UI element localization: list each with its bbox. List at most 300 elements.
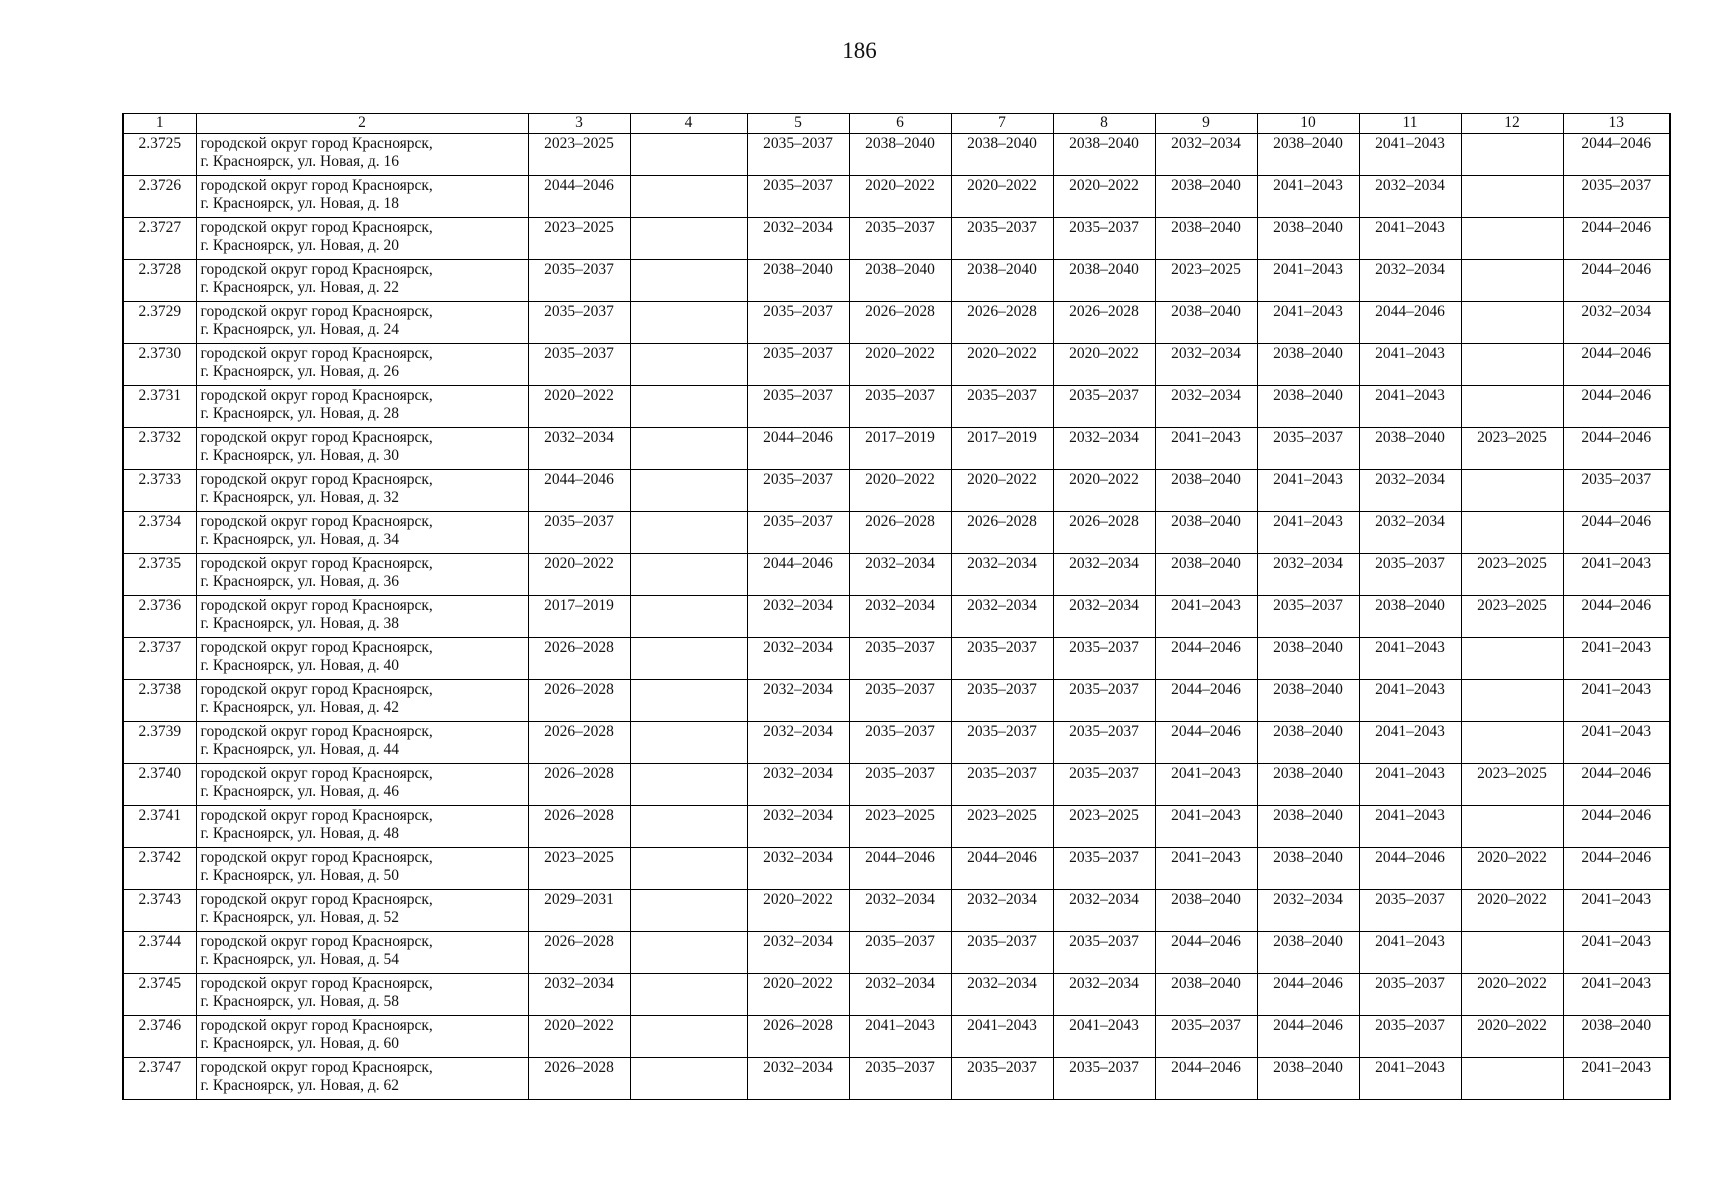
period-cell-col-11: 2032–2034: [1359, 260, 1461, 302]
period-cell-col-8: 2035–2037: [1053, 764, 1155, 806]
address-line-2: г. Красноярск, ул. Новая, д. 30: [200, 447, 400, 464]
period-cell-col-8: 2035–2037: [1053, 218, 1155, 260]
period-cell-col-6: 2032–2034: [849, 974, 951, 1016]
period-cell-col-10: 2041–2043: [1257, 176, 1359, 218]
period-cell-col-5: 2035–2037: [747, 512, 849, 554]
period-cell-col-4: [630, 554, 747, 596]
period-cell-col-6: 2035–2037: [849, 722, 951, 764]
period-cell-col-6: 2035–2037: [849, 764, 951, 806]
period-cell-col-6: 2035–2037: [849, 218, 951, 260]
period-cell-col-4: [630, 470, 747, 512]
period-cell-col-10: 2038–2040: [1257, 806, 1359, 848]
period-cell-col-10: 2038–2040: [1257, 134, 1359, 176]
table-row: [123, 1016, 1670, 1058]
address-line-2: г. Красноярск, ул. Новая, д. 44: [200, 741, 400, 758]
period-cell-col-11: 2035–2037: [1359, 974, 1461, 1016]
period-cell-col-3: 2020–2022: [528, 1016, 630, 1058]
period-cell-col-11: 2038–2040: [1359, 596, 1461, 638]
table-row: [123, 176, 1670, 218]
row-number-cell: 2.3742: [123, 848, 196, 890]
address-line-2: г. Красноярск, ул. Новая, д. 42: [200, 699, 400, 716]
period-cell-col-4: [630, 764, 747, 806]
period-cell-col-9: 2032–2034: [1155, 386, 1257, 428]
period-cell-col-5: 2020–2022: [747, 890, 849, 932]
table-row: [123, 344, 1670, 386]
row-number-cell: 2.3736: [123, 596, 196, 638]
period-cell-col-4: [630, 1016, 747, 1058]
period-cell-col-12: [1461, 932, 1563, 974]
period-cell-col-7: 2035–2037: [951, 722, 1053, 764]
period-cell-col-11: 2041–2043: [1359, 1058, 1461, 1100]
column-header-1: 1: [123, 114, 196, 134]
period-cell-col-7: 2020–2022: [951, 470, 1053, 512]
period-cell-col-10: 2035–2037: [1257, 428, 1359, 470]
row-number-cell: 2.3734: [123, 512, 196, 554]
period-cell-col-11: 2032–2034: [1359, 176, 1461, 218]
period-cell-col-5: 2020–2022: [747, 974, 849, 1016]
address-line-1: городской округ город Красноярск,: [200, 345, 433, 362]
address-line-1: городской округ город Красноярск,: [200, 387, 433, 404]
period-cell-col-4: [630, 848, 747, 890]
period-cell-col-5: 2044–2046: [747, 428, 849, 470]
period-cell-col-8: 2035–2037: [1053, 638, 1155, 680]
period-cell-col-11: 2041–2043: [1359, 218, 1461, 260]
period-cell-col-13: 2041–2043: [1563, 1058, 1670, 1100]
column-header-8: 8: [1053, 114, 1155, 134]
row-number-cell: 2.3729: [123, 302, 196, 344]
period-cell-col-5: 2032–2034: [747, 806, 849, 848]
period-cell-col-3: 2026–2028: [528, 680, 630, 722]
address-line-1: городской округ город Красноярск,: [200, 639, 433, 656]
column-header-3: 3: [528, 114, 630, 134]
period-cell-col-5: 2032–2034: [747, 218, 849, 260]
period-cell-col-10: 2041–2043: [1257, 302, 1359, 344]
address-line-1: городской округ город Красноярск,: [200, 765, 433, 782]
period-cell-col-6: 2020–2022: [849, 176, 951, 218]
period-cell-col-7: 2026–2028: [951, 512, 1053, 554]
period-cell-col-3: 2017–2019: [528, 596, 630, 638]
column-header-2: 2: [196, 114, 528, 134]
period-cell-col-11: 2044–2046: [1359, 848, 1461, 890]
period-cell-col-11: 2041–2043: [1359, 764, 1461, 806]
row-number-cell: 2.3745: [123, 974, 196, 1016]
period-cell-col-7: 2035–2037: [951, 638, 1053, 680]
period-cell-col-7: 2032–2034: [951, 890, 1053, 932]
row-number-cell: 2.3726: [123, 176, 196, 218]
period-cell-col-13: 2044–2046: [1563, 764, 1670, 806]
period-cell-col-4: [630, 344, 747, 386]
period-cell-col-6: 2038–2040: [849, 134, 951, 176]
table-row: [123, 596, 1670, 638]
period-cell-col-9: 2023–2025: [1155, 260, 1257, 302]
period-cell-col-10: 2035–2037: [1257, 596, 1359, 638]
period-cell-col-10: 2044–2046: [1257, 974, 1359, 1016]
address-cell: [196, 134, 528, 176]
address-line-2: г. Красноярск, ул. Новая, д. 22: [200, 279, 400, 296]
period-cell-col-9: 2041–2043: [1155, 764, 1257, 806]
period-cell-col-10: 2032–2034: [1257, 554, 1359, 596]
period-cell-col-6: 2038–2040: [849, 260, 951, 302]
table-row: [123, 218, 1670, 260]
address-cell: [196, 764, 528, 806]
table-row: [123, 722, 1670, 764]
period-cell-col-6: 2035–2037: [849, 932, 951, 974]
period-cell-col-8: 2026–2028: [1053, 512, 1155, 554]
period-cell-col-11: 2041–2043: [1359, 638, 1461, 680]
period-cell-col-4: [630, 806, 747, 848]
period-cell-col-13: 2041–2043: [1563, 680, 1670, 722]
period-cell-col-5: 2044–2046: [747, 554, 849, 596]
period-cell-col-8: 2020–2022: [1053, 344, 1155, 386]
period-cell-col-13: 2044–2046: [1563, 134, 1670, 176]
period-cell-col-10: 2038–2040: [1257, 1058, 1359, 1100]
period-cell-col-9: 2038–2040: [1155, 890, 1257, 932]
column-header-4: 4: [630, 114, 747, 134]
period-cell-col-9: 2038–2040: [1155, 176, 1257, 218]
address-line-2: г. Красноярск, ул. Новая, д. 40: [200, 657, 400, 674]
period-cell-col-11: 2032–2034: [1359, 512, 1461, 554]
address-line-1: городской округ город Красноярск,: [200, 849, 433, 866]
table-row: [123, 512, 1670, 554]
period-cell-col-3: 2023–2025: [528, 848, 630, 890]
address-line-1: городской округ город Красноярск,: [200, 975, 433, 992]
period-cell-col-12: [1461, 344, 1563, 386]
period-cell-col-12: 2023–2025: [1461, 596, 1563, 638]
period-cell-col-6: 2035–2037: [849, 638, 951, 680]
period-cell-col-6: 2023–2025: [849, 806, 951, 848]
period-cell-col-5: 2026–2028: [747, 1016, 849, 1058]
period-cell-col-13: 2035–2037: [1563, 470, 1670, 512]
period-cell-col-8: 2032–2034: [1053, 428, 1155, 470]
period-cell-col-13: 2041–2043: [1563, 722, 1670, 764]
period-cell-col-13: 2044–2046: [1563, 806, 1670, 848]
column-header-10: 10: [1257, 114, 1359, 134]
period-cell-col-11: 2044–2046: [1359, 302, 1461, 344]
period-cell-col-8: 2035–2037: [1053, 680, 1155, 722]
period-cell-col-9: 2038–2040: [1155, 512, 1257, 554]
table-row: [123, 974, 1670, 1016]
row-number-cell: 2.3730: [123, 344, 196, 386]
period-cell-col-5: 2032–2034: [747, 722, 849, 764]
period-cell-col-3: 2020–2022: [528, 386, 630, 428]
address-line-2: г. Красноярск, ул. Новая, д. 28: [200, 405, 400, 422]
period-cell-col-8: 2035–2037: [1053, 932, 1155, 974]
address-line-1: городской округ город Красноярск,: [200, 429, 433, 446]
period-cell-col-9: 2044–2046: [1155, 1058, 1257, 1100]
period-cell-col-8: 2020–2022: [1053, 176, 1155, 218]
column-header-12: 12: [1461, 114, 1563, 134]
row-number-cell: 2.3741: [123, 806, 196, 848]
address-line-1: городской округ город Красноярск,: [200, 933, 433, 950]
period-cell-col-4: [630, 890, 747, 932]
address-line-1: городской округ город Красноярск,: [200, 723, 433, 740]
period-cell-col-10: 2041–2043: [1257, 512, 1359, 554]
address-line-2: г. Красноярск, ул. Новая, д. 58: [200, 993, 400, 1010]
address-cell: [196, 638, 528, 680]
period-cell-col-3: 2026–2028: [528, 638, 630, 680]
address-cell: [196, 1058, 528, 1100]
period-cell-col-8: 2035–2037: [1053, 1058, 1155, 1100]
period-cell-col-3: 2035–2037: [528, 260, 630, 302]
period-cell-col-12: [1461, 512, 1563, 554]
period-cell-col-9: 2044–2046: [1155, 722, 1257, 764]
period-cell-col-8: 2038–2040: [1053, 134, 1155, 176]
period-cell-col-7: 2032–2034: [951, 596, 1053, 638]
row-number-cell: 2.3737: [123, 638, 196, 680]
period-cell-col-11: 2035–2037: [1359, 554, 1461, 596]
period-cell-col-12: [1461, 302, 1563, 344]
period-cell-col-6: 2026–2028: [849, 302, 951, 344]
period-cell-col-6: 2035–2037: [849, 386, 951, 428]
period-cell-col-9: 2032–2034: [1155, 344, 1257, 386]
address-line-2: г. Красноярск, ул. Новая, д. 26: [200, 363, 400, 380]
row-number-cell: 2.3738: [123, 680, 196, 722]
address-cell: [196, 554, 528, 596]
address-line-1: городской округ город Красноярск,: [200, 219, 433, 236]
period-cell-col-11: 2032–2034: [1359, 470, 1461, 512]
period-cell-col-7: 2044–2046: [951, 848, 1053, 890]
period-cell-col-6: 2035–2037: [849, 1058, 951, 1100]
address-cell: [196, 512, 528, 554]
period-cell-col-9: 2032–2034: [1155, 134, 1257, 176]
address-line-2: г. Красноярск, ул. Новая, д. 16: [200, 153, 400, 170]
period-cell-col-8: 2032–2034: [1053, 890, 1155, 932]
address-cell: [196, 218, 528, 260]
period-cell-col-7: 2020–2022: [951, 176, 1053, 218]
period-cell-col-4: [630, 680, 747, 722]
column-header-11: 11: [1359, 114, 1461, 134]
period-cell-col-7: 2035–2037: [951, 680, 1053, 722]
period-cell-col-3: 2035–2037: [528, 302, 630, 344]
period-cell-col-4: [630, 722, 747, 764]
period-cell-col-7: 2032–2034: [951, 974, 1053, 1016]
table-row: [123, 302, 1670, 344]
period-cell-col-5: 2032–2034: [747, 680, 849, 722]
period-cell-col-10: 2038–2040: [1257, 680, 1359, 722]
row-number-cell: 2.3744: [123, 932, 196, 974]
period-cell-col-9: 2035–2037: [1155, 1016, 1257, 1058]
period-cell-col-5: 2038–2040: [747, 260, 849, 302]
row-number-cell: 2.3733: [123, 470, 196, 512]
period-cell-col-11: 2041–2043: [1359, 680, 1461, 722]
period-cell-col-3: 2026–2028: [528, 1058, 630, 1100]
row-number-cell: 2.3728: [123, 260, 196, 302]
period-cell-col-6: 2041–2043: [849, 1016, 951, 1058]
address-line-2: г. Красноярск, ул. Новая, д. 20: [200, 237, 400, 254]
period-cell-col-12: [1461, 470, 1563, 512]
address-cell: [196, 428, 528, 470]
address-cell: [196, 680, 528, 722]
table-row: [123, 638, 1670, 680]
address-cell: [196, 302, 528, 344]
period-cell-col-7: 2035–2037: [951, 218, 1053, 260]
period-cell-col-5: 2032–2034: [747, 638, 849, 680]
period-cell-col-7: 2035–2037: [951, 1058, 1053, 1100]
period-cell-col-11: 2041–2043: [1359, 344, 1461, 386]
period-cell-col-12: [1461, 260, 1563, 302]
period-cell-col-10: 2038–2040: [1257, 722, 1359, 764]
period-cell-col-13: 2038–2040: [1563, 1016, 1670, 1058]
period-cell-col-10: 2038–2040: [1257, 638, 1359, 680]
address-line-1: городской округ город Красноярск,: [200, 261, 433, 278]
address-line-2: г. Красноярск, ул. Новая, д. 32: [200, 489, 400, 506]
address-line-1: городской округ город Красноярск,: [200, 471, 433, 488]
period-cell-col-13: 2041–2043: [1563, 932, 1670, 974]
address-line-2: г. Красноярск, ул. Новая, д. 50: [200, 867, 400, 884]
period-cell-col-3: 2023–2025: [528, 134, 630, 176]
period-cell-col-5: 2035–2037: [747, 302, 849, 344]
address-line-1: городской округ город Красноярск,: [200, 891, 433, 908]
period-cell-col-8: 2035–2037: [1053, 848, 1155, 890]
period-cell-col-3: 2029–2031: [528, 890, 630, 932]
table-row: [123, 890, 1670, 932]
table-row: [123, 680, 1670, 722]
table-row: [123, 932, 1670, 974]
column-header-13: 13: [1563, 114, 1670, 134]
period-cell-col-13: 2041–2043: [1563, 890, 1670, 932]
address-cell: [196, 890, 528, 932]
period-cell-col-5: 2032–2034: [747, 1058, 849, 1100]
period-cell-col-7: 2023–2025: [951, 806, 1053, 848]
table-row: [123, 386, 1670, 428]
period-cell-col-4: [630, 218, 747, 260]
column-header-6: 6: [849, 114, 951, 134]
period-cell-col-6: 2020–2022: [849, 470, 951, 512]
period-cell-col-3: 2026–2028: [528, 806, 630, 848]
period-cell-col-4: [630, 260, 747, 302]
period-cell-col-7: 2035–2037: [951, 764, 1053, 806]
period-cell-col-8: 2035–2037: [1053, 722, 1155, 764]
address-line-1: городской округ город Красноярск,: [200, 681, 433, 698]
period-cell-col-9: 2038–2040: [1155, 470, 1257, 512]
period-cell-col-5: 2032–2034: [747, 932, 849, 974]
row-number-cell: 2.3740: [123, 764, 196, 806]
period-cell-col-8: 2032–2034: [1053, 554, 1155, 596]
period-cell-col-10: 2041–2043: [1257, 260, 1359, 302]
period-cell-col-11: 2041–2043: [1359, 386, 1461, 428]
address-line-2: г. Красноярск, ул. Новая, д. 52: [200, 909, 400, 926]
address-line-2: г. Красноярск, ул. Новая, д. 54: [200, 951, 400, 968]
table-header: [123, 114, 1670, 134]
table-row: [123, 428, 1670, 470]
period-cell-col-12: 2020–2022: [1461, 1016, 1563, 1058]
period-cell-col-3: 2032–2034: [528, 974, 630, 1016]
address-line-2: г. Красноярск, ул. Новая, д. 60: [200, 1035, 400, 1052]
period-cell-col-9: 2041–2043: [1155, 596, 1257, 638]
period-cell-col-9: 2038–2040: [1155, 554, 1257, 596]
period-cell-col-10: 2044–2046: [1257, 1016, 1359, 1058]
address-cell: [196, 260, 528, 302]
period-cell-col-12: [1461, 638, 1563, 680]
address-cell: [196, 974, 528, 1016]
table-row: [123, 554, 1670, 596]
period-cell-col-10: 2038–2040: [1257, 932, 1359, 974]
period-cell-col-12: 2023–2025: [1461, 428, 1563, 470]
period-cell-col-7: 2038–2040: [951, 134, 1053, 176]
period-cell-col-4: [630, 428, 747, 470]
period-cell-col-7: 2041–2043: [951, 1016, 1053, 1058]
period-cell-col-12: 2020–2022: [1461, 974, 1563, 1016]
period-cell-col-10: 2038–2040: [1257, 386, 1359, 428]
address-line-1: городской округ город Красноярск,: [200, 555, 433, 572]
period-cell-col-9: 2038–2040: [1155, 218, 1257, 260]
period-cell-col-13: 2041–2043: [1563, 974, 1670, 1016]
period-cell-col-6: 2017–2019: [849, 428, 951, 470]
period-cell-col-13: 2041–2043: [1563, 638, 1670, 680]
page-number: 186: [842, 38, 877, 63]
period-cell-col-6: 2032–2034: [849, 554, 951, 596]
period-cell-col-10: 2038–2040: [1257, 764, 1359, 806]
period-cell-col-8: 2026–2028: [1053, 302, 1155, 344]
period-cell-col-12: [1461, 134, 1563, 176]
period-cell-col-11: 2041–2043: [1359, 806, 1461, 848]
period-cell-col-4: [630, 386, 747, 428]
period-cell-col-11: 2041–2043: [1359, 134, 1461, 176]
period-cell-col-4: [630, 512, 747, 554]
address-line-2: г. Красноярск, ул. Новая, д. 62: [200, 1077, 400, 1094]
address-cell: [196, 932, 528, 974]
period-cell-col-4: [630, 932, 747, 974]
period-cell-col-11: 2041–2043: [1359, 932, 1461, 974]
table-row: [123, 764, 1670, 806]
period-cell-col-10: 2038–2040: [1257, 344, 1359, 386]
period-cell-col-12: [1461, 722, 1563, 764]
period-cell-col-3: 2044–2046: [528, 470, 630, 512]
address-line-1: городской округ город Красноярск,: [200, 1017, 433, 1034]
period-cell-col-12: [1461, 680, 1563, 722]
address-cell: [196, 344, 528, 386]
row-number-cell: 2.3735: [123, 554, 196, 596]
period-cell-col-13: 2032–2034: [1563, 302, 1670, 344]
address-line-2: г. Красноярск, ул. Новая, д. 34: [200, 531, 400, 548]
address-cell: [196, 176, 528, 218]
period-cell-col-12: 2020–2022: [1461, 890, 1563, 932]
column-header-9: 9: [1155, 114, 1257, 134]
period-cell-col-3: 2020–2022: [528, 554, 630, 596]
row-number-cell: 2.3746: [123, 1016, 196, 1058]
address-line-2: г. Красноярск, ул. Новая, д. 36: [200, 573, 400, 590]
period-cell-col-11: 2035–2037: [1359, 890, 1461, 932]
period-cell-col-12: 2023–2025: [1461, 554, 1563, 596]
period-cell-col-11: 2035–2037: [1359, 1016, 1461, 1058]
address-cell: [196, 386, 528, 428]
period-cell-col-9: 2041–2043: [1155, 428, 1257, 470]
period-cell-col-8: 2032–2034: [1053, 974, 1155, 1016]
period-cell-col-8: 2041–2043: [1053, 1016, 1155, 1058]
table-row: [123, 260, 1670, 302]
period-cell-col-10: 2041–2043: [1257, 470, 1359, 512]
period-cell-col-5: 2035–2037: [747, 134, 849, 176]
period-cell-col-8: 2038–2040: [1053, 260, 1155, 302]
period-cell-col-12: [1461, 176, 1563, 218]
period-cell-col-9: 2044–2046: [1155, 932, 1257, 974]
address-line-2: г. Красноярск, ул. Новая, д. 24: [200, 321, 400, 338]
column-header-7: 7: [951, 114, 1053, 134]
period-cell-col-8: 2020–2022: [1053, 470, 1155, 512]
period-cell-col-5: 2032–2034: [747, 764, 849, 806]
row-number-cell: 2.3747: [123, 1058, 196, 1100]
address-line-1: городской округ город Красноярск,: [200, 1059, 433, 1076]
period-cell-col-13: 2044–2046: [1563, 512, 1670, 554]
period-cell-col-8: 2023–2025: [1053, 806, 1155, 848]
row-number-cell: 2.3739: [123, 722, 196, 764]
period-cell-col-10: 2038–2040: [1257, 848, 1359, 890]
address-line-2: г. Красноярск, ул. Новая, д. 38: [200, 615, 400, 632]
period-cell-col-3: 2026–2028: [528, 932, 630, 974]
table-row: [123, 1058, 1670, 1100]
table-row: [123, 806, 1670, 848]
period-cell-col-5: 2035–2037: [747, 470, 849, 512]
